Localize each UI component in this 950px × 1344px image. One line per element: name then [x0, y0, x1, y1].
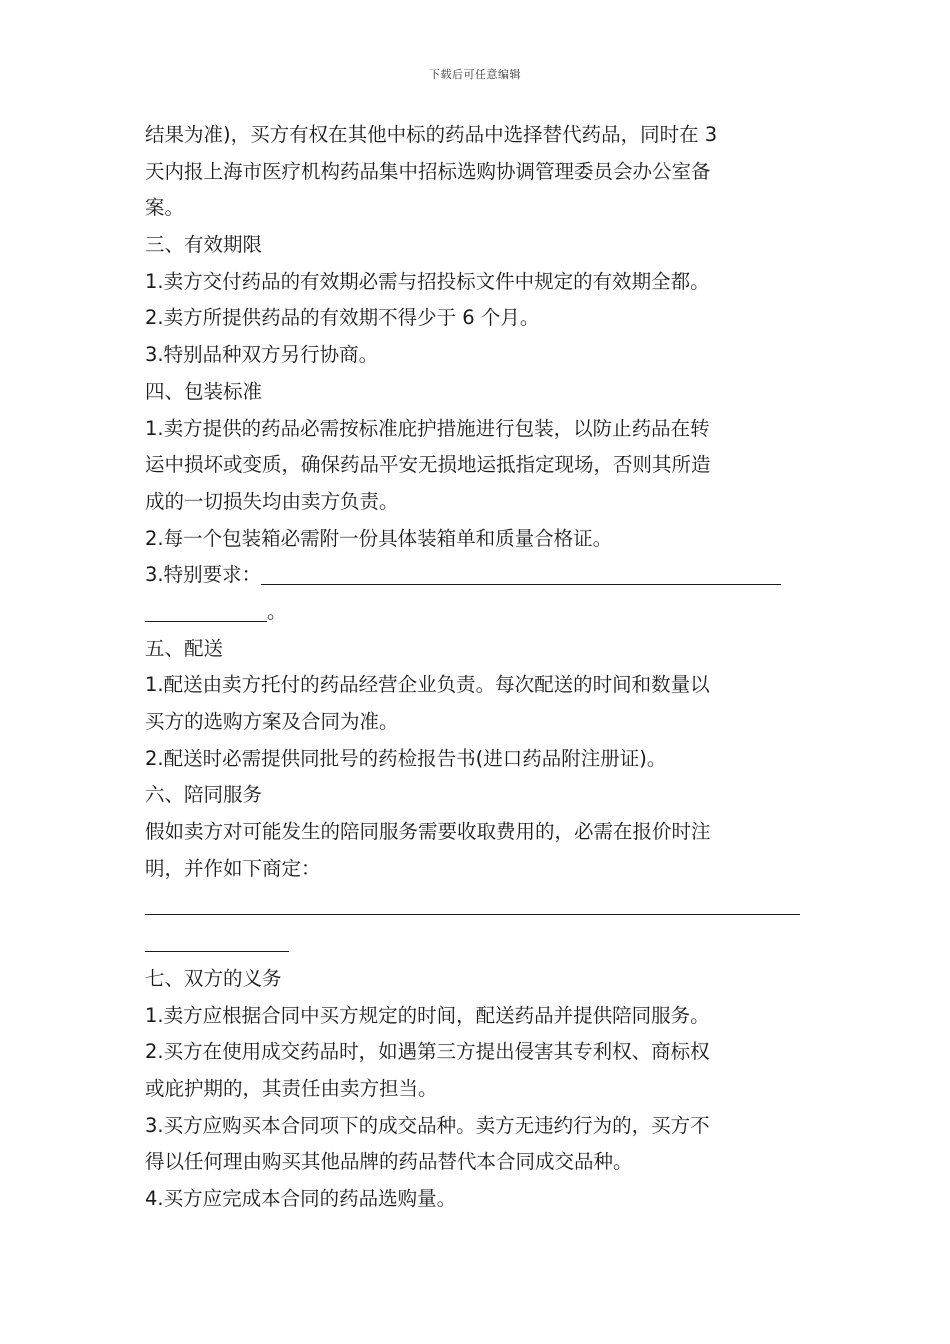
- fill-in-blank[interactable]: [261, 562, 781, 585]
- fill-in-blank[interactable]: [145, 599, 267, 622]
- page-header: 下载后可任意编辑: [429, 68, 521, 81]
- paragraph-line: 1.卖方交付药品的有效期必需与招投标文件中规定的有效期全都。: [145, 269, 710, 293]
- special-requirements-line: [145, 557, 810, 594]
- paragraph-line: 3.特别品种双方另行协商。: [145, 343, 379, 367]
- paragraph-line: 结果为准)，买方有权在其他中标的药品中选择替代药品，同时在 3: [145, 123, 718, 146]
- special-requirements-continuation: [145, 594, 810, 631]
- paragraph-line: 成的一切损失均由卖方负责。: [145, 489, 399, 513]
- period-mark: 。: [267, 599, 287, 623]
- paragraph-line: 2.配送时必需提供同批号的药检报告书(进口药品附注册证)。: [145, 746, 667, 770]
- services-blank-line: [145, 887, 810, 924]
- paragraph-line: 1.配送由卖方托付的药品经营企业负责。每次配送的时间和数量以: [145, 673, 710, 697]
- section-heading-validity: 三、有效期限: [145, 233, 263, 257]
- paragraph-line: 1.卖方提供的药品必需按标准庇护措施进行包装，以防止药品在转: [145, 416, 710, 440]
- paragraph-line: 1.卖方应根据合同中买方规定的时间，配送药品并提供陪同服务。: [145, 1003, 710, 1027]
- paragraph-line: 案。: [145, 196, 185, 220]
- section-heading-packaging: 四、包装标准: [145, 379, 263, 403]
- fill-in-blank[interactable]: [145, 892, 800, 915]
- section-heading-services: 六、陪同服务: [145, 783, 263, 807]
- paragraph-line: 天内报上海市医疗机构药品集中招标选购协调管理委员会办公室备: [145, 159, 711, 183]
- paragraph-line: 2.每一个包装箱必需附一份具体装箱单和质量合格证。: [145, 526, 613, 550]
- paragraph-line: 2.买方在使用成交药品时，如遇第三方提出侵害其专利权、商标权: [145, 1040, 710, 1064]
- document-body: [145, 117, 810, 1218]
- paragraph-line: 2.卖方所提供药品的有效期不得少于 6 个月。: [145, 306, 540, 330]
- paragraph-line: 买方的选购方案及合同为准。: [145, 710, 399, 733]
- section-heading-obligations: 七、双方的义务: [145, 966, 282, 990]
- section-heading-delivery: 五、配送: [145, 636, 224, 660]
- paragraph-line: 假如卖方对可能发生的陪同服务需要收取费用的，必需在报价时注: [145, 820, 711, 844]
- paragraph-line: 运中损坏或变质，确保药品平安无损地运抵指定现场，否则其所造: [145, 453, 711, 477]
- paragraph-line: 或庇护期的，其责任由卖方担当。: [145, 1076, 438, 1100]
- fill-in-blank[interactable]: [145, 929, 289, 952]
- paragraph-line: 4.买方应完成本合同的药品选购量。: [145, 1186, 457, 1210]
- paragraph-line: 3.买方应购买本合同项下的成交品种。卖方无违约行为的，买方不: [145, 1113, 710, 1137]
- services-blank-line: [145, 924, 810, 961]
- paragraph-line: 得以任何理由购买其他品牌的药品替代本合同成交品种。: [145, 1150, 633, 1174]
- paragraph-line: 明，并作如下商定：: [145, 856, 321, 880]
- special-requirements-label: 3.特别要求：: [145, 563, 262, 587]
